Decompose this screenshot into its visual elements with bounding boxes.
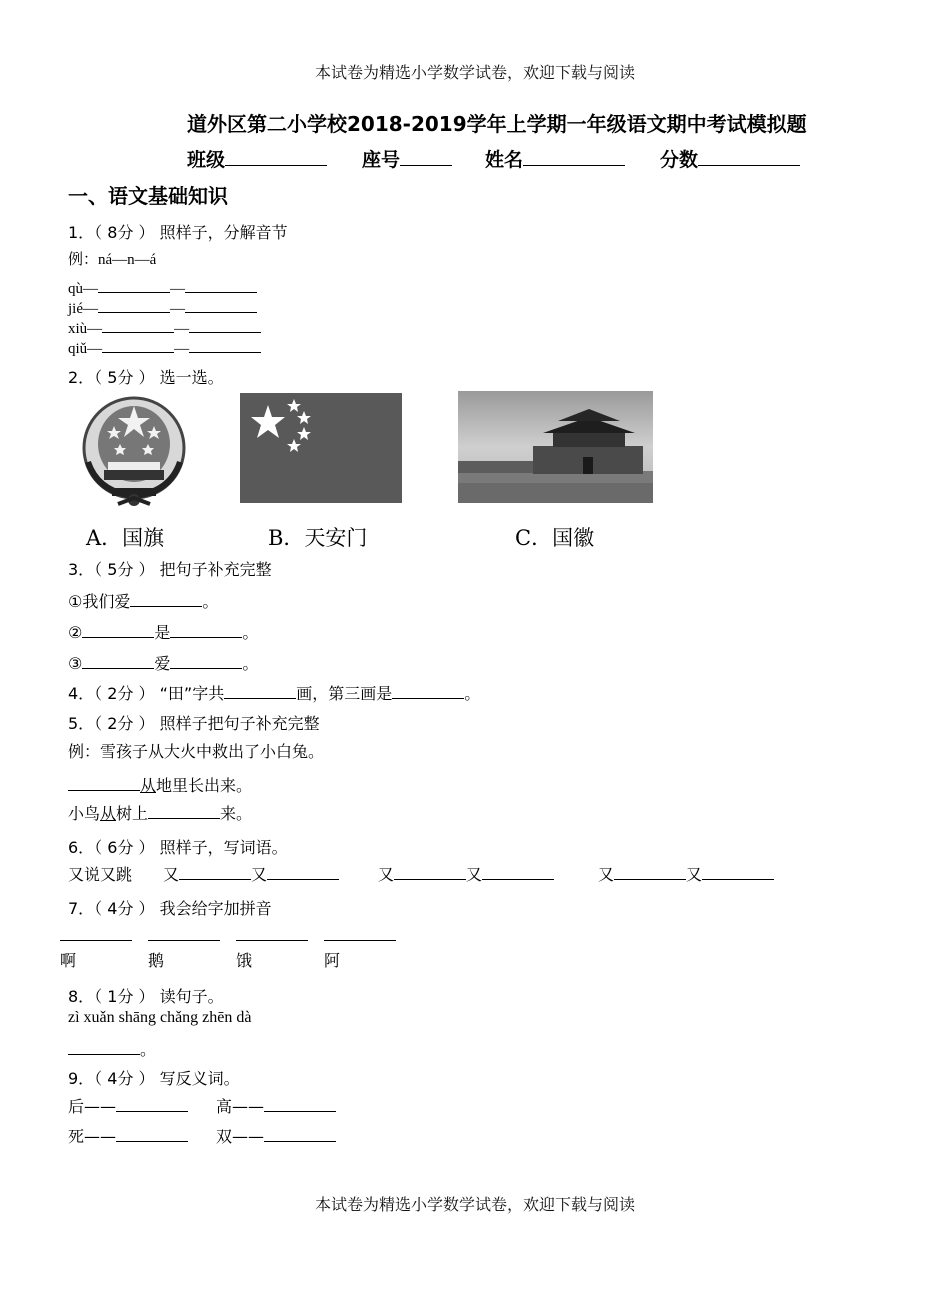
answer-blank (189, 318, 261, 333)
answer-blank (179, 865, 251, 880)
q4-text: 画，第三画是 (296, 684, 393, 703)
q4-text: 。 (464, 684, 481, 703)
q1-example: 例：ná—n—á (68, 252, 157, 268)
q3-text: ③ (68, 654, 83, 673)
q1-stem: 1．（ 8分 ） 照样子，分解音节 (68, 223, 288, 242)
q7-char: 阿 (324, 951, 341, 970)
answer-blank (68, 776, 140, 791)
answer-blank (170, 654, 242, 669)
score-blank (698, 151, 800, 166)
q9-word: 死—— (68, 1127, 117, 1146)
answer-blank (116, 1127, 188, 1142)
q8-answer (68, 1037, 156, 1060)
q5-line-1 (68, 773, 252, 796)
answer-blank (614, 865, 686, 880)
q1-item-label: xiù— (68, 321, 103, 337)
class-field (187, 145, 327, 172)
q5-line-2 (68, 801, 252, 824)
q5-example: 例：雪孩子从大火中救出了小白兔。 (68, 742, 325, 761)
page-title: 道外区第二小学校2018-2019学年上学期一年级语文期中考试模拟题 (187, 112, 807, 136)
answer-blank (324, 926, 396, 941)
q9-word: 双—— (216, 1127, 265, 1146)
q1-item: qiǔ— — (68, 338, 261, 358)
name-blank (523, 151, 625, 166)
q2-option-c: C．国徽 (515, 526, 595, 550)
answer-blank (702, 865, 774, 880)
q6-you: 又 (378, 865, 395, 884)
answer-blank (60, 926, 132, 941)
q1-item: xiù— — (68, 318, 261, 338)
q7-stem: 7．（ 4分 ） 我会给字加拼音 (68, 899, 272, 918)
q6-you: 又 (251, 865, 268, 884)
q6-you: 又 (598, 865, 615, 884)
answer-blank (102, 318, 174, 333)
q9-word: 高—— (216, 1097, 265, 1116)
q7-char: 啊 (60, 951, 77, 970)
q3-text: 。 (242, 654, 259, 673)
q3-text: ①我们爱 (68, 592, 131, 611)
class-blank (225, 151, 327, 166)
answer-blank (82, 623, 154, 638)
answer-blank (267, 865, 339, 880)
name-label: 姓名 (485, 149, 524, 171)
q9-pair (68, 1124, 188, 1147)
q9-pair (216, 1124, 336, 1147)
q2-stem: 2．（ 5分 ） 选一选。 (68, 368, 224, 387)
footer-note: 本试卷为精选小学数学试卷，欢迎下载与阅读 (314, 1195, 635, 1214)
q9-pair (68, 1094, 188, 1117)
answer-blank (264, 1127, 336, 1142)
q8-text: 。 (140, 1040, 157, 1059)
seat-field (362, 145, 452, 172)
answer-blank (482, 865, 554, 880)
q8-pinyin: zì xuǎn shāng chǎng zhēn dà (68, 1009, 252, 1026)
answer-blank (189, 338, 261, 353)
q5-text: 树上 (116, 804, 149, 823)
q6-you: 又 (686, 865, 703, 884)
q6-example: 又说又跳 (68, 865, 133, 884)
q2-option-a: A．国旗 (86, 526, 165, 550)
q6-group (598, 862, 774, 885)
section-heading: 一、语文基础知识 (68, 184, 228, 208)
q5-text: 来。 (220, 804, 253, 823)
q4-text: 4．（ 2分 ） “田”字共 (68, 684, 225, 703)
answer-blank (116, 1097, 188, 1112)
q5-text: 小鸟 (68, 804, 101, 823)
q3-stem: 3．（ 5分 ） 把句子补充完整 (68, 560, 272, 579)
answer-blank (236, 926, 308, 941)
q3-text: 。 (242, 623, 259, 642)
answer-blank (148, 804, 220, 819)
answer-blank (392, 684, 464, 699)
answer-blank (185, 278, 257, 293)
national-flag-image (240, 393, 402, 503)
answer-blank (170, 623, 242, 638)
answer-blank (148, 926, 220, 941)
q6-group (163, 862, 339, 885)
answer-blank (98, 278, 170, 293)
q5-text: 地里长出来。 (156, 776, 253, 795)
q1-item-label: qiǔ— (68, 341, 103, 357)
q9-word: 后—— (68, 1097, 117, 1116)
answer-blank (264, 1097, 336, 1112)
answer-blank (185, 298, 257, 313)
q4-stem (68, 681, 480, 704)
national-emblem-image (78, 392, 190, 510)
q7-char: 饿 (236, 951, 253, 970)
q6-you: 又 (466, 865, 483, 884)
q2-option-b: B．天安门 (268, 526, 368, 550)
q5-underlined-word: 从 (140, 776, 157, 795)
q6-you: 又 (163, 865, 180, 884)
score-label: 分数 (660, 149, 699, 171)
q3-line-1 (68, 589, 218, 612)
seat-blank (400, 151, 452, 166)
class-label: 班级 (187, 149, 226, 171)
answer-blank (68, 1040, 140, 1055)
q6-stem: 6．（ 6分 ） 照样子，写词语。 (68, 838, 288, 857)
tiananmen-gate-image (458, 391, 653, 503)
q3-text: 是 (154, 623, 171, 642)
answer-blank (98, 298, 170, 313)
answer-blank (130, 592, 202, 607)
header-note: 本试卷为精选小学数学试卷，欢迎下载与阅读 (314, 63, 635, 82)
name-field (485, 145, 625, 172)
answer-blank (224, 684, 296, 699)
q3-text: ② (68, 623, 83, 642)
q3-text: 爱 (154, 654, 171, 673)
score-field (660, 145, 800, 172)
answer-blank (102, 338, 174, 353)
q5-stem: 5．（ 2分 ） 照样子把句子补充完整 (68, 714, 320, 733)
seat-label: 座号 (362, 149, 401, 171)
q9-stem: 9．（ 4分 ） 写反义词。 (68, 1069, 240, 1088)
q3-line-2 (68, 620, 258, 643)
q3-text: 。 (202, 592, 219, 611)
q3-line-3 (68, 651, 258, 674)
q1-item-label: jié— (68, 301, 98, 317)
q1-item: jié— — (68, 298, 257, 318)
q8-stem: 8．（ 1分 ） 读句子。 (68, 987, 224, 1006)
q9-pair (216, 1094, 336, 1117)
q1-item: qù— — (68, 278, 257, 298)
q1-item-label: qù— (68, 281, 98, 297)
q5-underlined-word: 从 (100, 804, 117, 823)
answer-blank (82, 654, 154, 669)
q7-char: 鹅 (148, 951, 165, 970)
answer-blank (394, 865, 466, 880)
q6-group (378, 862, 554, 885)
